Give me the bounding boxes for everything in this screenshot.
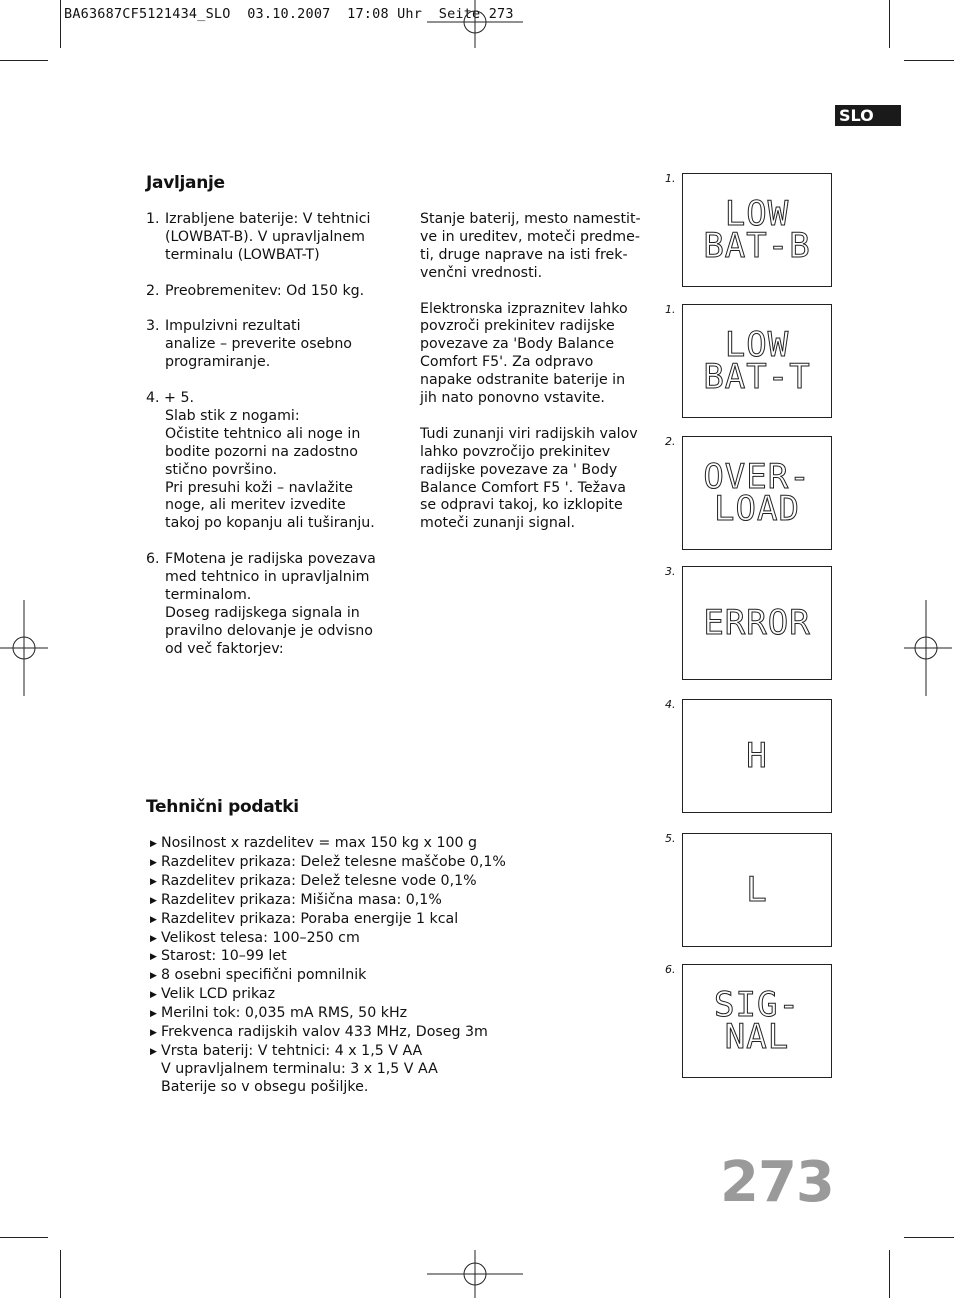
list-item	[150, 1005, 506, 1024]
registration-mark-right	[904, 600, 952, 696]
message-text: Preobremenitev: Od 150 kg.	[165, 282, 365, 299]
list-item-text: Razdelitev prikaza: Mišična masa: 0,1%	[161, 891, 442, 908]
lcd-display-error	[682, 566, 832, 680]
display-number: 2.	[665, 435, 676, 448]
lcd-text: L	[746, 870, 768, 910]
list-item	[150, 854, 506, 873]
registration-mark-bottom	[427, 1250, 523, 1298]
triangle-bullet-icon: ▶	[150, 990, 157, 1001]
display-number: 5.	[665, 832, 676, 845]
message-number: 3.	[146, 318, 160, 335]
crop-mark	[904, 60, 954, 61]
display-number: 3.	[665, 565, 676, 578]
lcd-text: ERROR	[703, 603, 811, 643]
print-header: BA63687CF5121434_SLO 03.10.2007 17:08 Uhr Seite 273	[64, 6, 514, 22]
crop-mark	[0, 60, 48, 61]
list-item	[150, 1024, 506, 1043]
lcd-display-signal	[682, 964, 832, 1078]
display-number: 4.	[665, 698, 676, 711]
list-item	[150, 873, 506, 892]
triangle-bullet-icon: ▶	[150, 895, 157, 906]
lcd-display-l	[682, 833, 832, 947]
registration-mark-left	[0, 600, 48, 696]
language-badge: SLO	[835, 105, 901, 126]
list-item-text: 8 osebni specifični pomnilnik	[161, 967, 367, 984]
display-number: 1.	[665, 172, 676, 185]
messages-continued	[420, 211, 650, 551]
message-text: FMotena je radijska povezava med tehtnico in upravljalnim terminalom. Doseg radijskega signala in pravilno delovanje je odvisno od več faktorjev:	[165, 551, 376, 657]
list-item-text: Frekvenca radijskih valov 433 MHz, Doseg 3m	[161, 1024, 488, 1041]
triangle-bullet-icon: ▶	[150, 1028, 157, 1039]
triangle-bullet-icon: ▶	[150, 933, 157, 944]
display-number: 1.	[665, 303, 676, 316]
lcd-display-h	[682, 699, 832, 813]
list-item-text: Razdelitev prikaza: Delež telesne maščobe 0,1%	[161, 853, 506, 870]
list-item-text: Starost: 10–99 let	[161, 948, 287, 965]
message-text: Izrabljene baterije: V tehtnici (LOWBAT-B). V upravljalnem terminalu (LOWBAT-T)	[165, 211, 371, 263]
page-number: 273	[720, 1150, 834, 1215]
triangle-bullet-icon: ▶	[150, 857, 157, 868]
list-item	[150, 986, 506, 1005]
message-item	[146, 283, 386, 301]
list-item	[150, 892, 506, 911]
crop-mark	[904, 1237, 954, 1238]
crop-mark	[60, 1250, 61, 1298]
message-number: 4. + 5.	[146, 390, 194, 407]
technical-data-list	[150, 835, 506, 1097]
message-text: Slab stik z nogami: Očistite tehtnico ali noge in bodite pozorni na zadostno stično površino. Pri presuhi koži – navlažite noge, ali meritev izvedite takoj po kopanju ali tuširanju.	[165, 407, 375, 532]
display-number: 6.	[665, 963, 676, 976]
message-number: 6.	[146, 551, 160, 568]
lcd-text: OVER- LOAD	[703, 457, 811, 529]
lcd-text: LOW BAT-T	[703, 325, 811, 397]
crop-mark	[60, 0, 61, 48]
message-item	[146, 211, 386, 265]
lcd-display-low-bat-b	[682, 173, 832, 287]
triangle-bullet-icon: ▶	[150, 839, 157, 849]
triangle-bullet-icon: ▶	[150, 1009, 157, 1020]
list-item	[150, 911, 506, 930]
list-item-text: Merilni tok: 0,035 mA RMS, 50 kHz	[161, 1005, 408, 1022]
message-number: 2.	[146, 282, 160, 299]
list-item	[150, 835, 506, 854]
section-heading-technical-data: Tehnični podatki	[146, 797, 299, 817]
list-item-text: Nosilnost x razdelitev = max 150 kg x 100 g	[161, 835, 478, 851]
message-text: Impulzivni rezultati analize – preverite osebno programiranje.	[165, 318, 352, 371]
messages-list	[146, 211, 386, 676]
paragraph: Stanje baterij, mesto namestit- ve in ureditev, moteči predme- ti, druge naprave na isti frek- venčni vrednosti.	[420, 211, 641, 281]
crop-mark	[0, 1237, 48, 1238]
lcd-text: LOW BAT-B	[703, 194, 811, 266]
triangle-bullet-icon: ▶	[150, 914, 157, 925]
section-heading-javljanje: Javljanje	[146, 173, 225, 193]
crop-mark	[889, 1250, 890, 1298]
paragraph: Tudi zunanji viri radijskih valov lahko povzročijo prekinitev radijske povezave za ' Body Balance Comfort F5 '. Težava se odpravi takoj, ko izklopite moteči zunanji signal.	[420, 425, 638, 532]
message-item	[146, 551, 386, 658]
list-item-text: Vrsta baterij: V tehtnici: 4 x 1,5 V AA V upravljalnem terminalu: 3 x 1,5 V AA Baterije so v obsegu pošiljke.	[161, 1042, 438, 1095]
list-item-text: Razdelitev prikaza: Poraba energije 1 kcal	[161, 910, 459, 927]
message-number: 1.	[146, 211, 160, 227]
triangle-bullet-icon: ▶	[150, 876, 157, 887]
list-item-text: Velikost telesa: 100–250 cm	[161, 929, 360, 946]
list-item	[150, 967, 506, 986]
triangle-bullet-icon: ▶	[150, 1046, 157, 1057]
list-item-text: Velik LCD prikaz	[161, 986, 276, 1003]
list-item	[150, 1043, 506, 1097]
registration-mark-top	[427, 0, 523, 48]
crop-mark	[889, 0, 890, 48]
list-item	[150, 948, 506, 967]
lcd-display-overload	[682, 436, 832, 550]
lcd-text: H	[746, 736, 768, 776]
paragraph: Elektronska izpraznitev lahko povzroči prekinitev radijske povezave za 'Body Balance Comfort F5'. Za odpravo napake odstranite baterije in jih nato ponovno vstavite.	[420, 300, 628, 407]
triangle-bullet-icon: ▶	[150, 952, 157, 963]
triangle-bullet-icon: ▶	[150, 971, 157, 982]
list-item	[150, 930, 506, 949]
lcd-display-low-bat-t	[682, 304, 832, 418]
message-item	[146, 318, 386, 372]
lcd-text: SIG- NAL	[714, 985, 800, 1057]
message-item	[146, 390, 386, 533]
list-item-text: Razdelitev prikaza: Delež telesne vode 0,1%	[161, 872, 477, 889]
